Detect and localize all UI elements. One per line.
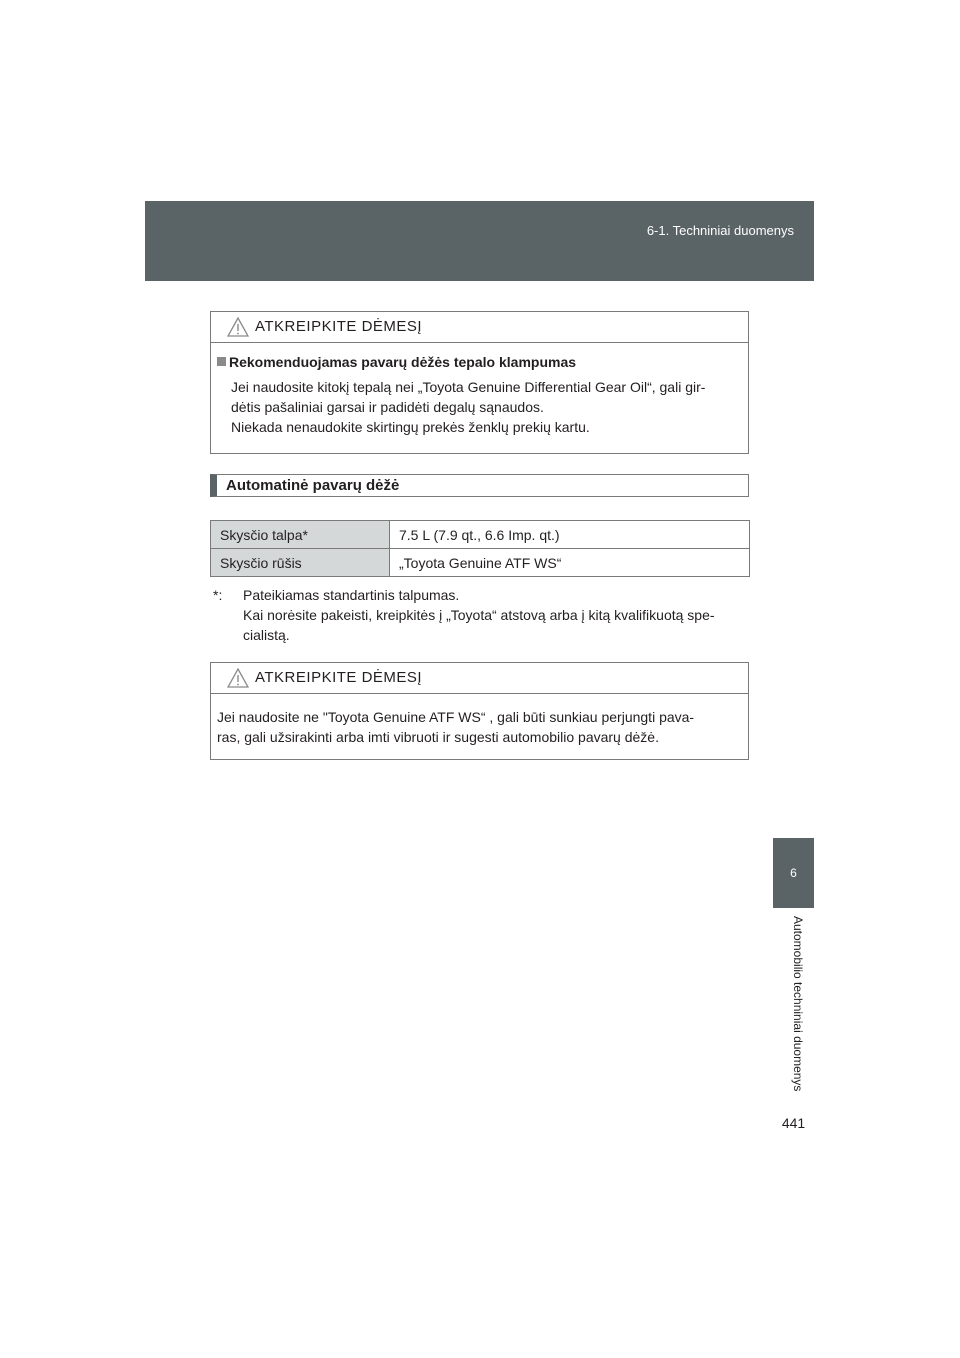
- header-bar: [145, 201, 814, 281]
- caution-text-line: Jei naudosite kitokį tepalą nei „Toyota Genuine Differential Gear Oil“, gali gir-: [231, 379, 706, 395]
- footnote-line: cialistą.: [243, 627, 290, 643]
- caution-title: ATKREIPKITE DĖMESĮ: [255, 318, 423, 335]
- warning-triangle-icon: [227, 317, 249, 337]
- spec-value: 7.5 L (7.9 qt., 6.6 Imp. qt.): [390, 521, 750, 549]
- caution-header: [211, 663, 748, 694]
- footnote: [213, 585, 750, 645]
- spec-value: „Toyota Genuine ATF WS“: [390, 549, 750, 577]
- table-row: [211, 549, 750, 577]
- spec-label: Skysčio talpa*: [211, 521, 390, 549]
- caution-box-gear-oil: [210, 311, 749, 454]
- caution-title: ATKREIPKITE DĖMESĮ: [255, 669, 423, 686]
- spec-label: Skysčio rūšis: [211, 549, 390, 577]
- section-breadcrumb: 6-1. Techniniai duomenys: [646, 223, 794, 238]
- chapter-tab[interactable]: 6: [773, 838, 814, 908]
- warning-triangle-icon: [227, 668, 249, 688]
- square-bullet-icon: [217, 357, 226, 366]
- caution-header: [211, 312, 748, 343]
- caution-text-line: Jei naudosite ne "Toyota Genuine ATF WS“ , gali būti sunkiau perjungti pava-: [217, 709, 695, 725]
- table-row: [211, 521, 750, 549]
- footnote-mark: *:: [213, 587, 223, 603]
- page-number: 441: [781, 1115, 806, 1131]
- footnote-line: Kai norėsite pakeisti, kreipkitės į „Toyota“ atstovą arba į kitą kvalifikuotą spe-: [243, 607, 715, 623]
- caution-text-line: Niekada nenaudokite skirtingų prekės ženklų prekių kartu.: [231, 419, 590, 435]
- caution-box-atf: [210, 662, 749, 760]
- footnote-line: Pateikiamas standartinis talpumas.: [243, 587, 460, 603]
- caution-text-line: dėtis pašaliniai garsai ir padidėti degalų sąnaudos.: [231, 399, 544, 415]
- spec-table: [210, 520, 750, 577]
- chapter-label: Automobilio techniniai duomenys: [791, 916, 805, 1092]
- section-heading: Automatinė pavarų dėžė: [210, 474, 749, 497]
- caution-subhead: Rekomenduojamas pavarų dėžės tepalo klampumas: [217, 352, 740, 372]
- caution-text-line: ras, gali užsirakinti arba imti vibruoti ir sugesti automobilio pavarų dėžė.: [217, 729, 659, 745]
